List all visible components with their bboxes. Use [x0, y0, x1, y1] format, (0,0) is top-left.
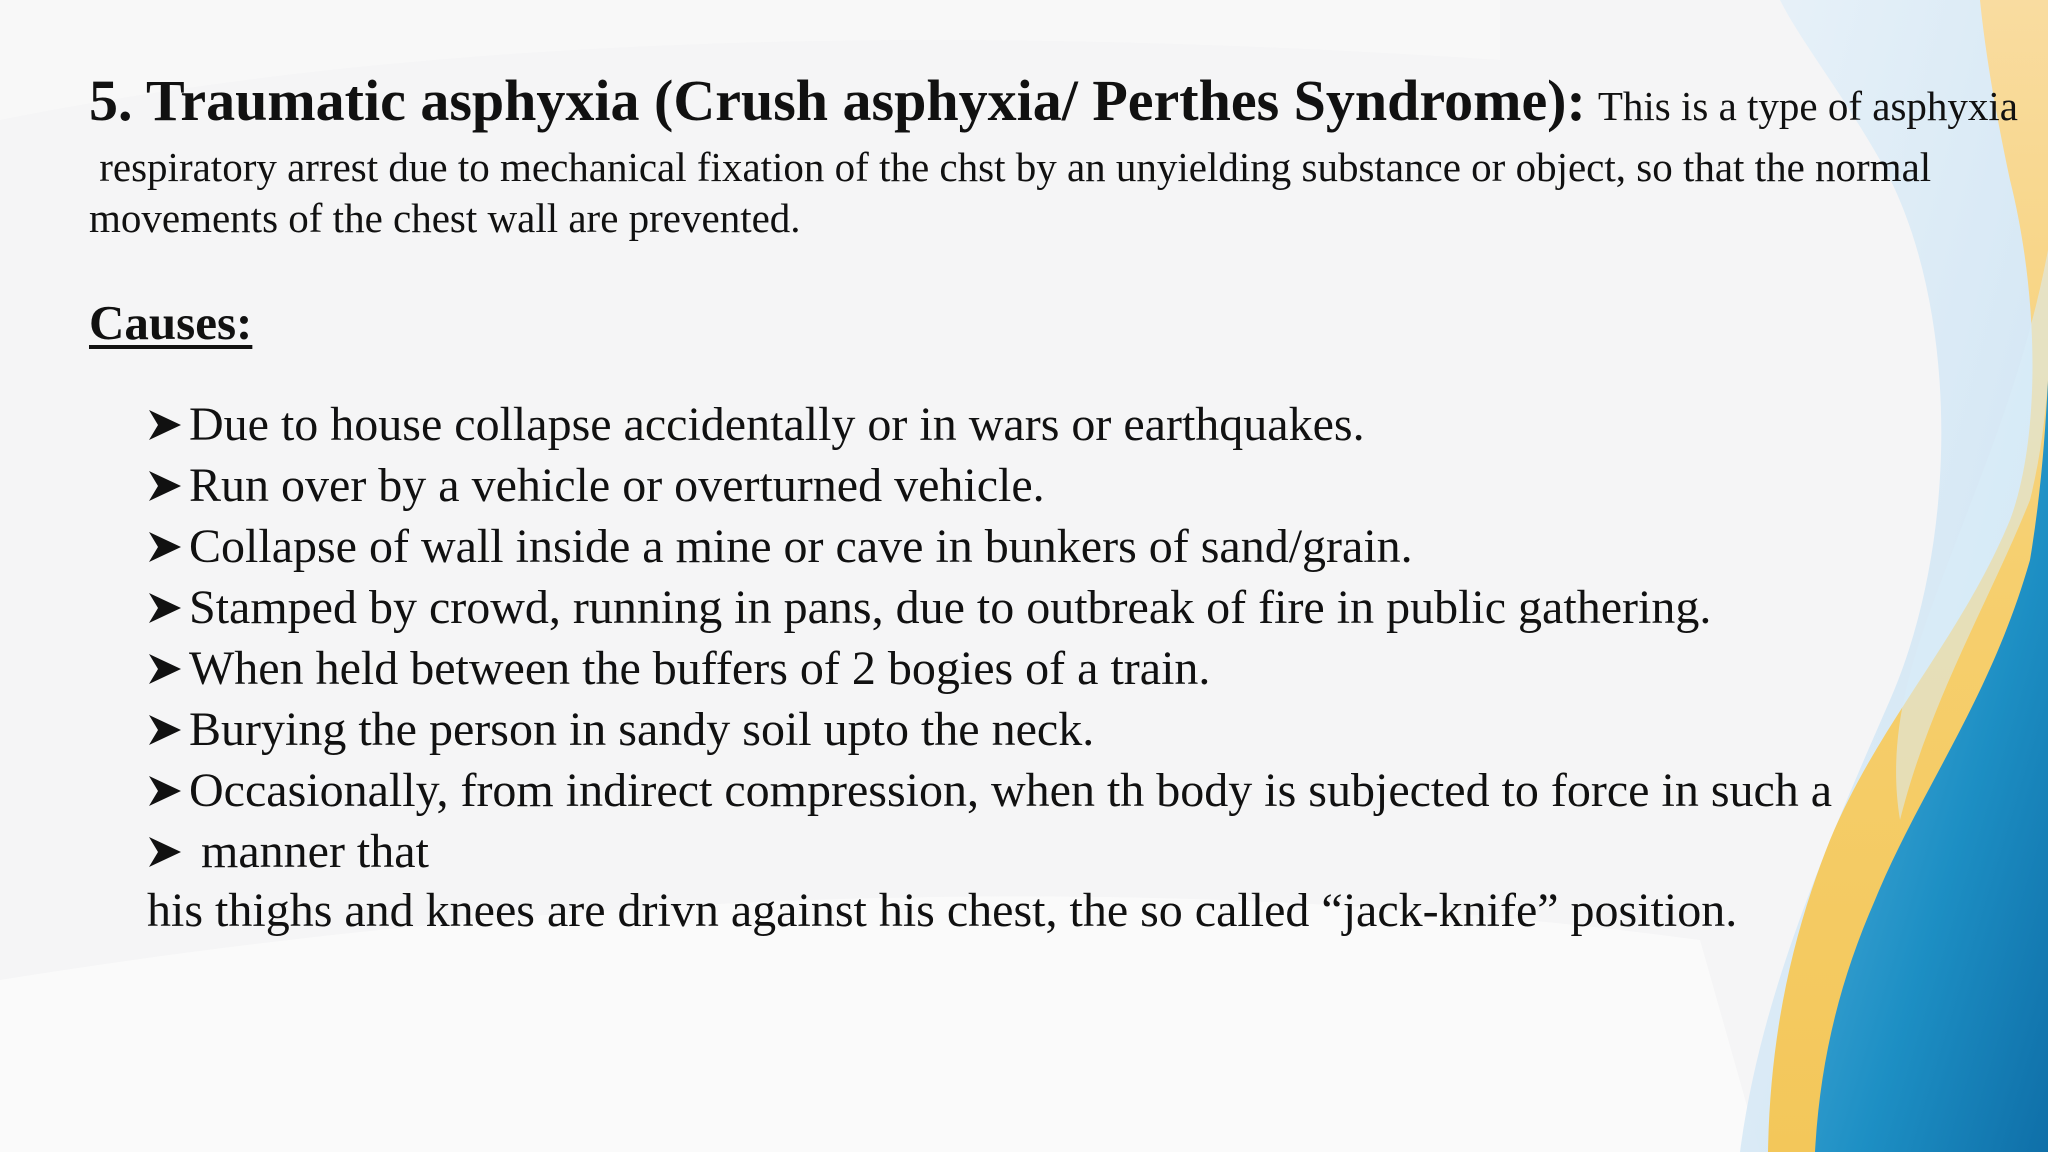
cause-text: When held between the buffers of 2 bogies of a train. — [189, 641, 1211, 695]
list-item — [147, 699, 1832, 760]
list-item — [147, 516, 1832, 577]
cause-text: Collapse of wall inside a mine or cave in bunkers of sand/grain. — [189, 519, 1413, 573]
causes-heading: Causes: — [89, 295, 253, 350]
arrowhead-bullet-icon — [147, 828, 189, 876]
arrowhead-bullet-icon — [147, 584, 189, 632]
cause-text: Due to house collapse accidentally or in wars or earthquakes. — [189, 397, 1365, 451]
arrowhead-bullet-icon — [147, 401, 189, 449]
list-item — [147, 638, 1832, 699]
heading-line — [89, 68, 2018, 133]
list-item — [147, 577, 1832, 638]
cause-text: Burying the person in sandy soil upto the neck. — [189, 702, 1095, 756]
cause-text: Run over by a vehicle or overturned vehicle. — [189, 458, 1045, 512]
list-item — [147, 821, 1832, 882]
intro-text: respiratory arrest due to mechanical fixation of the chst by an unyielding substance or object, so that the normal movements of the chest wall are prevented. — [89, 144, 1932, 241]
cause-text: Occasionally, from indirect compression, when th body is subjected to force in such a — [189, 763, 1833, 817]
causes-list — [147, 394, 1832, 882]
intro-text-start: This is a type of asphyxia — [1597, 83, 2018, 129]
arrowhead-bullet-icon — [147, 767, 189, 815]
arrowhead-bullet-icon — [147, 462, 189, 510]
cause-continuation-text: his thighs and knees are drivn against his chest, the so called “jack-knife” position. — [147, 884, 1738, 937]
cause-text: Stamped by crowd, running in pans, due to outbreak of fire in public gathering. — [189, 580, 1712, 634]
slide-title: 5. Traumatic asphyxia (Crush asphyxia/ Perthes Syndrome): — [89, 68, 1586, 133]
arrowhead-bullet-icon — [147, 706, 189, 754]
cause-text: manner that — [189, 824, 429, 878]
list-item — [147, 394, 1832, 455]
list-item — [147, 760, 1832, 821]
arrowhead-bullet-icon — [147, 523, 189, 571]
arrowhead-bullet-icon — [147, 645, 189, 693]
list-item — [147, 455, 1832, 516]
